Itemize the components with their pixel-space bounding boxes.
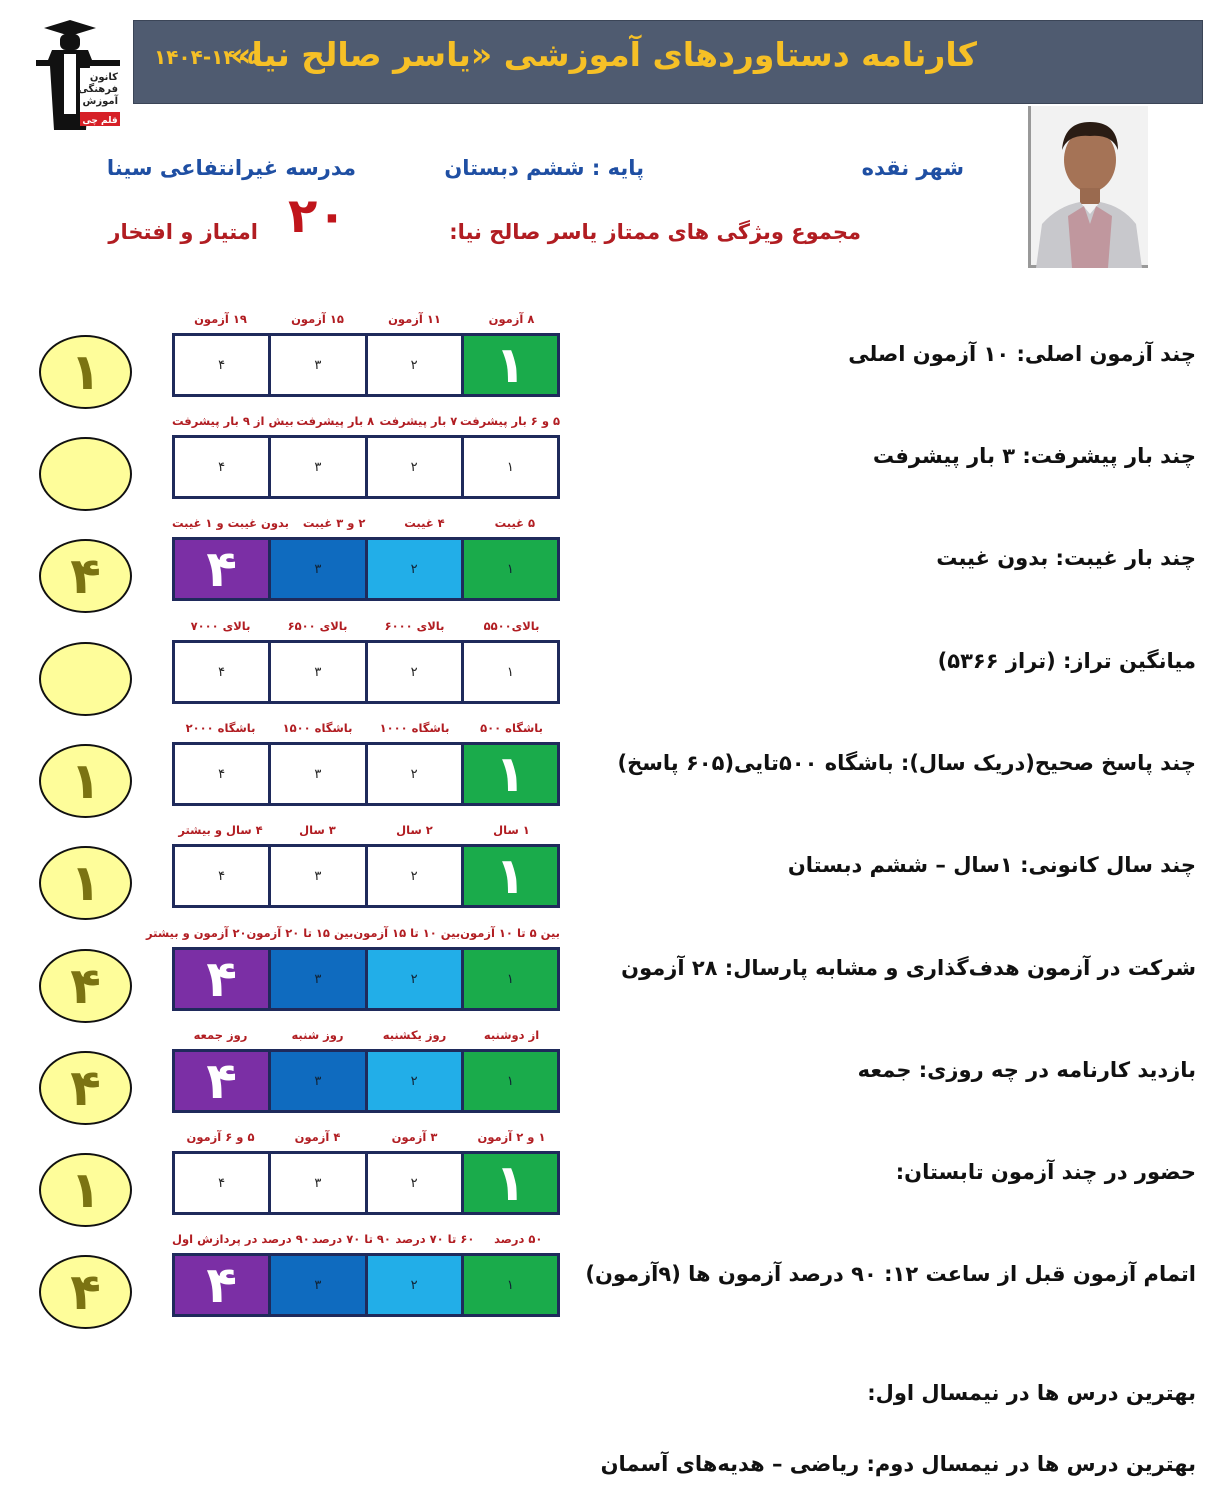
score-circle: ۴ — [39, 539, 132, 613]
tier-labels — [172, 619, 560, 637]
level-cell: ۱ — [464, 1256, 557, 1314]
achievement-row — [0, 617, 1210, 719]
level-cell: ۱ — [464, 643, 557, 701]
level-cell: ۱ — [464, 438, 557, 496]
tier-label: از دوشنبه — [483, 1028, 540, 1042]
logo-text-2: فرهنگی — [78, 84, 118, 95]
total-label: مجموع ویژگی های ممتاز یاسر صالح نیا: — [449, 220, 861, 244]
level-cell: ۲ — [368, 745, 461, 803]
row-label: میانگین تراز: (تراز ۵۳۶۶) — [937, 649, 1196, 673]
tier-label: بدون غیبت و ۱ غیبت — [172, 516, 289, 530]
tier-label: ۵ و ۶ آزمون — [186, 1130, 255, 1144]
tier-labels — [172, 1130, 560, 1148]
tier-label: ۳ آزمون — [391, 1130, 438, 1144]
score-circle: ۱ — [39, 744, 132, 818]
row-label: چند پاسخ صحیح(دریک سال): باشگاه ۵۰۰تایی(۶۰۵ پاسخ) — [617, 751, 1196, 775]
score-circle: ۴ — [39, 1255, 132, 1329]
level-cells — [172, 333, 560, 397]
level-cell: ۲ — [368, 438, 461, 496]
tier-label: ۹۰ تا ۷۰ درصد — [311, 1232, 391, 1246]
tier-label: ۴ سال و بیشتر — [178, 823, 263, 837]
city: شهر نقده — [861, 156, 964, 180]
row-label: بازدید کارنامه در چه روزی: جمعه — [857, 1058, 1196, 1082]
tier-label: ۶۰ تا ۷۰ درصد — [395, 1232, 475, 1246]
level-cell: ۲ — [368, 336, 461, 394]
level-cell: ۴ — [175, 950, 268, 1008]
level-cell: ۱ — [464, 745, 557, 803]
tier-labels — [172, 1028, 560, 1046]
achievement-row — [0, 412, 1210, 514]
tier-label: ۹۰ درصد در پردازش اول — [172, 1232, 310, 1246]
level-cell: ۴ — [175, 540, 268, 598]
tier-label: ۳ سال — [299, 823, 336, 837]
level-cells — [172, 947, 560, 1011]
level-cell: ۲ — [368, 643, 461, 701]
tier-label: بالای۵۵۰۰ — [483, 619, 540, 633]
tier-label: ۱ سال — [493, 823, 530, 837]
level-cell: ۳ — [271, 1256, 364, 1314]
level-cell: ۴ — [175, 1256, 268, 1314]
logo-text-1: کانون — [89, 72, 118, 83]
tier-label: بالای ۶۰۰۰ — [384, 619, 445, 633]
tier-label: ۱۹ آزمون — [194, 312, 247, 326]
row-label: حضور در چند آزمون تابستان: — [895, 1160, 1196, 1184]
academic-years: ۱۴۰۴-۱۴۰۵ — [154, 45, 260, 69]
tier-label: باشگاه ۵۰۰ — [480, 721, 543, 735]
tier-labels — [172, 516, 560, 534]
achievement-row — [0, 310, 1210, 412]
kanoon-logo — [30, 20, 125, 140]
tier-label: ۷ بار پیشرفت — [379, 414, 458, 428]
page-title: کارنامه دستاوردهای آموزشی «یاسر صالح نیا» — [230, 35, 977, 74]
row-label: چند آزمون اصلی: ۱۰ آزمون اصلی — [848, 342, 1196, 366]
logo-text-4: قلم چی — [82, 116, 118, 126]
achievement-row — [0, 1026, 1210, 1128]
level-cell: ۴ — [175, 1154, 268, 1212]
tier-label: ۸ آزمون — [488, 312, 535, 326]
tier-label: بین ۱۰ تا ۱۵ آزمون — [353, 926, 461, 940]
logo-text-3: آموزش — [82, 96, 118, 107]
tier-label: بالای ۶۵۰۰ — [287, 619, 348, 633]
tier-label: باشگاه ۱۵۰۰ — [282, 721, 353, 735]
tier-label: باشگاه ۲۰۰۰ — [185, 721, 256, 735]
achievement-row — [0, 1230, 1210, 1332]
level-cell: ۲ — [368, 1256, 461, 1314]
tier-label: ۵ و ۶ بار پیشرفت — [459, 414, 560, 428]
tier-label: بیش از ۹ بار پیشرفت — [172, 414, 294, 428]
total-unit: امتیاز و افتخار — [108, 220, 258, 244]
level-cells — [172, 1253, 560, 1317]
tier-labels — [172, 823, 560, 841]
tier-label: روز جمعه — [193, 1028, 248, 1042]
level-cell: ۴ — [175, 438, 268, 496]
school-name: مدرسه غیرانتفاعی سینا — [106, 156, 356, 180]
score-circle: ۱ — [39, 1153, 132, 1227]
level-cells — [172, 640, 560, 704]
tier-labels — [146, 926, 560, 944]
tier-label: ۱۱ آزمون — [388, 312, 441, 326]
best-subjects-first-semester: بهترین درس ها در نیمسال اول: — [867, 1381, 1196, 1405]
header-bar — [133, 20, 1203, 104]
best-subjects-second-semester: بهترین درس ها در نیمسال دوم: ریاضی – هدیه‌های آسمان — [600, 1452, 1196, 1476]
level-cell: ۲ — [368, 950, 461, 1008]
level-cell: ۱ — [464, 950, 557, 1008]
tier-labels — [172, 1232, 560, 1250]
level-cell: ۳ — [271, 1052, 364, 1110]
level-cell: ۳ — [271, 540, 364, 598]
tier-label: باشگاه ۱۰۰۰ — [379, 721, 450, 735]
tier-labels — [172, 312, 560, 330]
score-circle: ۱ — [39, 846, 132, 920]
achievement-row — [0, 514, 1210, 616]
level-cell: ۳ — [271, 438, 364, 496]
level-cell: ۳ — [271, 950, 364, 1008]
level-cell: ۴ — [175, 643, 268, 701]
tier-label: ۲ و ۳ غیبت — [302, 516, 366, 530]
level-cell: ۳ — [271, 643, 364, 701]
level-cell: ۴ — [175, 745, 268, 803]
level-cell: ۴ — [175, 1052, 268, 1110]
tier-label: ۲ سال — [396, 823, 433, 837]
level-cells — [172, 742, 560, 806]
tier-label: بین ۵ تا ۱۰ آزمون — [460, 926, 560, 940]
score-circle: ۴ — [39, 1051, 132, 1125]
level-cell: ۴ — [175, 847, 268, 905]
level-cell: ۳ — [271, 745, 364, 803]
score-circle: ۴ — [39, 949, 132, 1023]
tier-label: ۴ غیبت — [404, 516, 445, 530]
level-cell: ۱ — [464, 336, 557, 394]
tier-label: بالای ۷۰۰۰ — [190, 619, 251, 633]
level-cell: ۱ — [464, 540, 557, 598]
level-cell: ۴ — [175, 336, 268, 394]
row-label: اتمام آزمون قبل از ساعت ۱۲: ۹۰ درصد آزمون ها (۹آزمون) — [585, 1262, 1196, 1286]
level-cell: ۲ — [368, 847, 461, 905]
level-cell: ۲ — [368, 1154, 461, 1212]
tier-labels — [172, 721, 560, 739]
row-label: شرکت در آزمون هدف‌گذاری و مشابه پارسال: ۲۸ آزمون — [621, 956, 1196, 980]
score-circle: ۱ — [39, 335, 132, 409]
tier-label: ۵ غیبت — [494, 516, 536, 530]
level-cells — [172, 1151, 560, 1215]
tier-label: روز یکشنبه — [382, 1028, 447, 1042]
level-cells — [172, 844, 560, 908]
total-score: ۲۰ — [288, 188, 347, 244]
row-label: چند بار غیبت: بدون غیبت — [936, 546, 1196, 570]
tier-label: ۸ بار پیشرفت — [296, 414, 375, 428]
achievement-row — [0, 1128, 1210, 1230]
score-circle — [39, 642, 132, 716]
tier-label: ۲۰ آزمون و بیشتر — [146, 926, 247, 940]
achievement-row — [0, 719, 1210, 821]
level-cells — [172, 537, 560, 601]
tier-label: ۵۰ درصد — [494, 1232, 543, 1246]
tier-label: ۴ آزمون — [294, 1130, 341, 1144]
level-cells — [172, 435, 560, 499]
level-cell: ۱ — [464, 1052, 557, 1110]
tier-label: روز شنبه — [291, 1028, 344, 1042]
tier-labels — [172, 414, 560, 432]
row-label: چند سال کانونی: ۱سال – ششم دبستان — [787, 853, 1196, 877]
tier-label: ۱۵ آزمون — [291, 312, 344, 326]
row-label: چند بار پیشرفت: ۳ بار پیشرفت — [872, 444, 1196, 468]
level-cell: ۱ — [464, 847, 557, 905]
level-cell: ۳ — [271, 336, 364, 394]
level-cells — [172, 1049, 560, 1113]
level-cell: ۲ — [368, 540, 461, 598]
grade: پایه : ششم دبستان — [444, 156, 644, 180]
level-cell: ۳ — [271, 847, 364, 905]
tier-label: بین ۱۵ تا ۲۰ آزمون — [246, 926, 354, 940]
achievement-row — [0, 924, 1210, 1026]
level-cell: ۲ — [368, 1052, 461, 1110]
score-circle — [39, 437, 132, 511]
level-cell: ۳ — [271, 1154, 364, 1212]
achievement-row — [0, 821, 1210, 923]
level-cell: ۱ — [464, 1154, 557, 1212]
tier-label: ۱ و ۲ آزمون — [477, 1130, 546, 1144]
student-photo — [1028, 106, 1148, 268]
